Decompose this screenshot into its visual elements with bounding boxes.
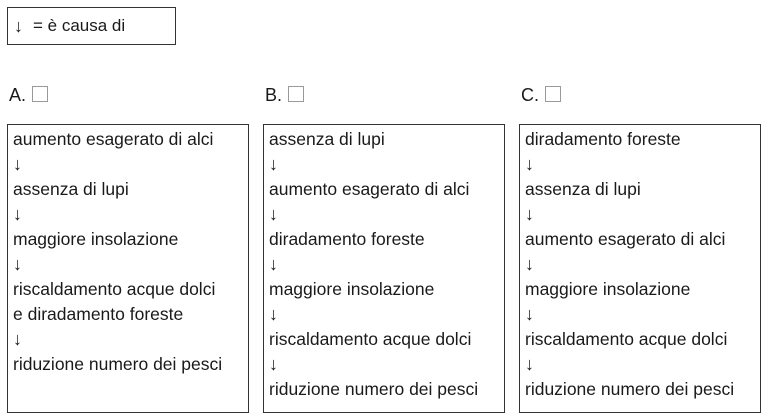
chain-step: riduzione numero dei pesci: [13, 354, 223, 374]
down-arrow-icon: ↓: [13, 204, 22, 224]
option-c-checkbox[interactable]: [545, 86, 561, 102]
chain-box-c: [519, 124, 761, 413]
chain-step: aumento esagerato di alci: [13, 129, 214, 149]
chain-step: assenza di lupi: [525, 179, 641, 199]
chain-step: aumento esagerato di alci: [525, 229, 726, 249]
down-arrow-icon: ↓: [269, 154, 278, 174]
down-arrow-icon: ↓: [13, 154, 22, 174]
chain-step: maggiore insolazione: [13, 229, 179, 249]
chain-step: riscaldamento acque dolci: [269, 329, 472, 349]
chain-step: assenza di lupi: [269, 129, 385, 149]
option-b: [265, 85, 304, 106]
down-arrow-icon: ↓: [14, 16, 23, 36]
chain-box-b: [263, 124, 505, 413]
chain-step: riscaldamento acque dolci: [13, 279, 216, 299]
legend-text: = è causa di: [33, 16, 126, 35]
chain-step: aumento esagerato di alci: [269, 179, 470, 199]
chain-step: diradamento foreste: [269, 229, 425, 249]
down-arrow-icon: ↓: [525, 304, 534, 324]
down-arrow-icon: ↓: [525, 204, 534, 224]
chain-box-a: [7, 124, 249, 413]
down-arrow-icon: ↓: [269, 354, 278, 374]
chain-step: diradamento foreste: [525, 129, 681, 149]
chain-step: riduzione numero dei pesci: [269, 379, 479, 399]
down-arrow-icon: ↓: [13, 254, 22, 274]
down-arrow-icon: ↓: [525, 254, 534, 274]
down-arrow-icon: ↓: [13, 329, 22, 349]
chain-step: maggiore insolazione: [269, 279, 435, 299]
chain-step: e diradamento foreste: [13, 304, 184, 324]
option-a-checkbox[interactable]: [32, 86, 48, 102]
option-a: [9, 85, 48, 106]
option-c: [521, 85, 561, 106]
chain-step: maggiore insolazione: [525, 279, 691, 299]
down-arrow-icon: ↓: [525, 354, 534, 374]
down-arrow-icon: ↓: [269, 254, 278, 274]
chain-step: riscaldamento acque dolci: [525, 329, 728, 349]
option-b-letter: B.: [265, 85, 283, 105]
option-a-letter: A.: [9, 85, 27, 105]
down-arrow-icon: ↓: [269, 304, 278, 324]
down-arrow-icon: ↓: [525, 154, 534, 174]
chain-step: riduzione numero dei pesci: [525, 379, 735, 399]
down-arrow-icon: ↓: [269, 204, 278, 224]
option-b-checkbox[interactable]: [288, 86, 304, 102]
legend-box: [7, 7, 176, 45]
chain-step: assenza di lupi: [13, 179, 129, 199]
option-c-letter: C.: [521, 85, 539, 105]
